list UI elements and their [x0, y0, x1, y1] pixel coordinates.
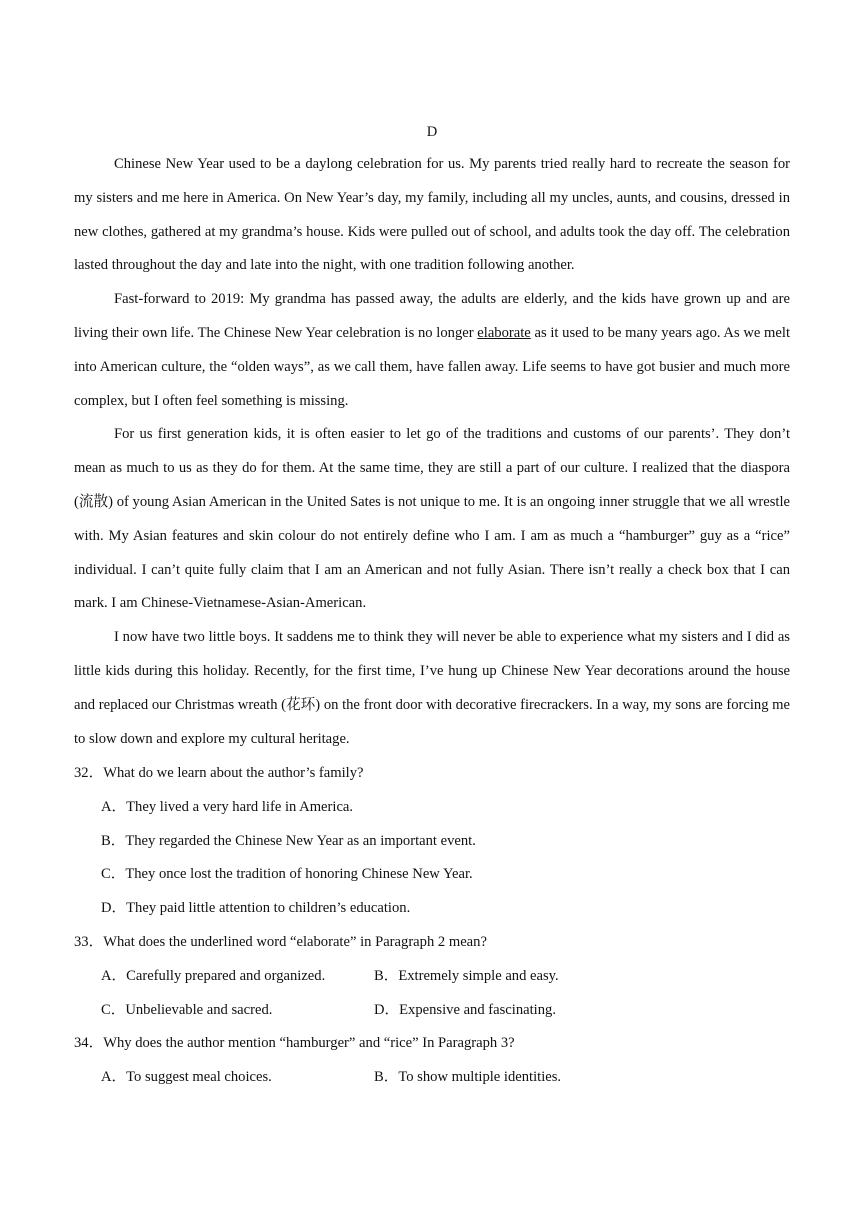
question-34-option-b: B．To show multiple identities. — [374, 1069, 562, 1086]
question-34-option-row — [74, 1061, 790, 1095]
question-33-option-row — [74, 960, 790, 994]
question-33-option-row — [74, 994, 790, 1028]
question-32-option-d: D．They paid little attention to children’s education. — [101, 900, 411, 917]
question-32-option-row — [74, 892, 790, 926]
question-33-option-b: B．Extremely simple and easy. — [374, 967, 559, 984]
passage-paragraph-3: For us first generation kids, it is often easier to let go of the traditions and customs of our parents’. They don’t mean as much to us as they do for them. At the same time, they are still a part of our culture. I realized that the diaspora (流散) of young Asian American in the United Sates is not unique to me. It is an ongoing inner struggle that we all wrestle with. My Asian features and skin colour do not entirely define who I am. I am as much a “hamburger” guy as a “rice” individual. I can’t quite fully claim that I am an American and not fully Asian. There isn’t really a check box that I can mark. I am Chinese-Vietnamese-Asian-American. — [74, 426, 790, 612]
question-32-option-row — [74, 858, 790, 892]
question-list — [74, 757, 790, 1095]
question-33-option-d: D．Expensive and fascinating. — [374, 1001, 556, 1018]
question-33-option-a: A．Carefully prepared and organized. — [101, 967, 326, 984]
underlined-word: elaborate — [477, 324, 531, 341]
question-32-option-b: B．They regarded the Chinese New Year as an important event. — [101, 832, 476, 849]
paragraph-2-text-after: as it used to be many years ago. As we melt into American culture, the “olden ways”, as we call them, have fallen away. Life seems to have got busier and much more complex, but I often feel something is missing. — [74, 324, 790, 409]
question-32-option-row — [74, 825, 790, 859]
paragraph-2-text-before: Fast-forward to 2019: My grandma has passed away, the adults are elderly, and the kids have grown up and are living their own life. The Chinese New Year celebration is no longer — [74, 291, 790, 341]
question-34-option-a: A．To suggest meal choices. — [101, 1069, 272, 1086]
question-32-stem: 32．What do we learn about the author’s family? — [74, 765, 364, 781]
question-33-stem: 33．What does the underlined word “elaborate” in Paragraph 2 mean? — [74, 933, 487, 950]
question-32-option-a: A．They lived a very hard life in America. — [101, 798, 354, 815]
question-32-option-c: C．They once lost the tradition of honoring Chinese New Year. — [101, 866, 473, 883]
passage-paragraph-4: I now have two little boys. It saddens me to think they will never be able to experience what my sisters and I did as little kids during this holiday. Recently, for the first time, I’ve hung up Chinese New Year decorations around the house and replaced our Christmas wreath (花环) on the front door with decorative firecrackers. In a way, my sons are forcing me to slow down and explore my cultural heritage. — [74, 629, 790, 747]
question-33-option-c: C．Unbelievable and sacred. — [101, 1001, 273, 1018]
passage-paragraph-2 — [74, 283, 790, 418]
question-32-option-row — [74, 791, 790, 825]
section-title: D — [426, 124, 438, 140]
passage-paragraph-1: Chinese New Year used to be a daylong celebration for us. My parents tried really hard to recreate the season for my sisters and me here in America. On New Year’s day, my family, including all my uncles, aunts, and cousins, dressed in new clothes, gathered at my grandma’s house. Kids were pulled out of school, and adults took the day off. The celebration lasted throughout the day and late into the night, with one tradition following another. — [74, 156, 790, 274]
reading-passage — [74, 148, 790, 756]
question-34-stem: 34．Why does the author mention “hamburger” and “rice” In Paragraph 3? — [74, 1035, 515, 1052]
